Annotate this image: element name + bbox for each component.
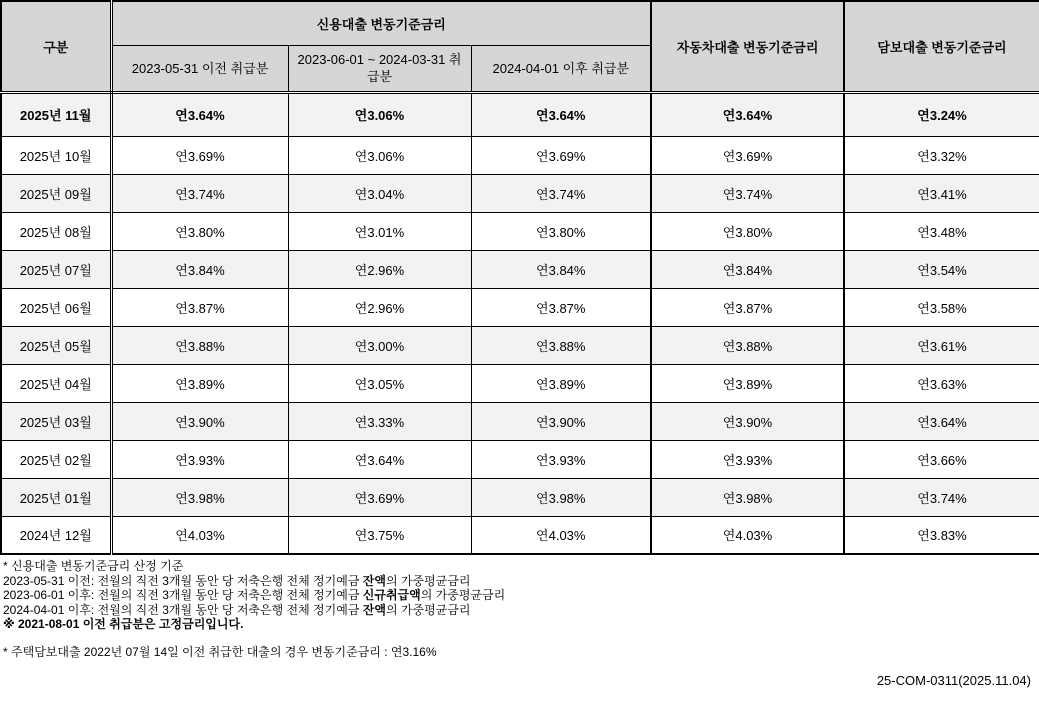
rate-value-cell: 연3.88%	[471, 326, 651, 364]
rate-value-cell: 연3.61%	[844, 326, 1039, 364]
rate-value-cell: 연3.69%	[651, 136, 844, 174]
rate-value-cell: 연3.80%	[651, 212, 844, 250]
footnote-line	[3, 588, 1037, 603]
table-row	[1, 212, 1039, 250]
footnote-text: 2023-06-01 이후: 전월의 직전 3개월 동안 당 저축은행 전체 정기예금	[3, 588, 363, 602]
rate-value-cell: 연3.98%	[651, 478, 844, 516]
rate-value-cell: 연3.64%	[651, 92, 844, 136]
rate-value-cell: 연3.89%	[651, 364, 844, 402]
row-month-label: 2025년 04월	[1, 364, 111, 402]
footnote-text: 의 가중평균금리	[420, 588, 506, 602]
footnote-line	[3, 574, 1037, 589]
rate-value-cell: 연3.89%	[471, 364, 651, 402]
row-month-label: 2025년 05월	[1, 326, 111, 364]
rate-value-cell: 연3.00%	[288, 326, 471, 364]
rate-value-cell: 연3.33%	[288, 402, 471, 440]
rate-value-cell: 연3.69%	[288, 478, 471, 516]
footnote-text: * 신용대출 변동기준금리 산정 기준	[3, 559, 184, 573]
rate-value-cell: 연3.48%	[844, 212, 1039, 250]
table-row	[1, 364, 1039, 402]
rate-value-cell: 연3.04%	[288, 174, 471, 212]
rate-value-cell: 연3.41%	[844, 174, 1039, 212]
footnote-line	[3, 645, 1037, 660]
rate-value-cell: 연3.80%	[111, 212, 288, 250]
rate-value-cell: 연3.93%	[651, 440, 844, 478]
row-month-label: 2025년 11월	[1, 92, 111, 136]
row-month-label: 2025년 07월	[1, 250, 111, 288]
footnote-line	[3, 617, 1037, 632]
rate-value-cell: 연3.98%	[111, 478, 288, 516]
rate-value-cell: 연3.88%	[651, 326, 844, 364]
row-month-label: 2025년 09월	[1, 174, 111, 212]
rate-value-cell: 연3.69%	[471, 136, 651, 174]
col-header-credit-loan: 신용대출 변동기준금리	[111, 1, 651, 45]
row-month-label: 2025년 10월	[1, 136, 111, 174]
rate-value-cell: 연3.84%	[471, 250, 651, 288]
rate-value-cell: 연3.06%	[288, 136, 471, 174]
footnote-text: 2024-04-01 이후: 전월의 직전 3개월 동안 당 저축은행 전체 정기예금	[3, 602, 363, 617]
table-row	[1, 326, 1039, 364]
rate-value-cell: 연3.66%	[844, 440, 1039, 478]
rate-value-cell: 연3.90%	[651, 402, 844, 440]
rate-table-body	[1, 92, 1039, 554]
rate-value-cell: 연3.74%	[844, 478, 1039, 516]
row-month-label: 2024년 12월	[1, 516, 111, 554]
rate-value-cell: 연3.64%	[471, 92, 651, 136]
footnote-line	[3, 603, 1037, 618]
rate-value-cell: 연4.03%	[651, 516, 844, 554]
footnote-text: 의 가중평균금리	[385, 573, 471, 588]
rate-value-cell: 연3.74%	[111, 174, 288, 212]
document-code: 25-COM-0311(2025.11.04)	[876, 673, 1031, 688]
footnote-bold-text: 잔액	[362, 602, 386, 617]
rate-value-cell: 연3.90%	[471, 402, 651, 440]
rate-value-cell: 연3.98%	[471, 478, 651, 516]
rate-value-cell: 연3.24%	[844, 92, 1039, 136]
rate-value-cell: 연3.06%	[288, 92, 471, 136]
table-row	[1, 402, 1039, 440]
row-month-label: 2025년 02월	[1, 440, 111, 478]
rate-value-cell: 연3.87%	[651, 288, 844, 326]
rate-value-cell: 연3.32%	[844, 136, 1039, 174]
footnote-text: 의 가중평균금리	[385, 602, 471, 617]
col-subheader-before-2023-05-31: 2023-05-31 이전 취급분	[111, 45, 288, 92]
rate-value-cell: 연3.64%	[111, 92, 288, 136]
footnote-line	[3, 559, 1037, 574]
row-month-label: 2025년 03월	[1, 402, 111, 440]
row-month-label: 2025년 08월	[1, 212, 111, 250]
rate-value-cell: 연3.84%	[111, 250, 288, 288]
rate-value-cell: 연3.74%	[471, 174, 651, 212]
col-header-secured-loan: 담보대출 변동기준금리	[844, 1, 1039, 92]
table-row	[1, 288, 1039, 326]
rate-value-cell: 연2.96%	[288, 250, 471, 288]
rate-value-cell: 연3.89%	[111, 364, 288, 402]
rate-value-cell: 연3.64%	[844, 402, 1039, 440]
col-subheader-2023-06-01-to-2024-03-31: 2023-06-01 ~ 2024-03-31 취급분	[288, 45, 471, 92]
col-header-auto-loan: 자동차대출 변동기준금리	[651, 1, 844, 92]
rate-value-cell: 연3.63%	[844, 364, 1039, 402]
table-header	[1, 1, 1039, 92]
rate-value-cell: 연3.05%	[288, 364, 471, 402]
rate-value-cell: 연4.03%	[471, 516, 651, 554]
table-row	[1, 440, 1039, 478]
rate-value-cell: 연3.93%	[111, 440, 288, 478]
table-row	[1, 250, 1039, 288]
rate-value-cell: 연3.90%	[111, 402, 288, 440]
rate-value-cell: 연3.69%	[111, 136, 288, 174]
rate-value-cell: 연3.84%	[651, 250, 844, 288]
rate-value-cell: 연2.96%	[288, 288, 471, 326]
rate-value-cell: 연3.01%	[288, 212, 471, 250]
rate-value-cell: 연3.58%	[844, 288, 1039, 326]
header-row-main	[1, 1, 1039, 45]
footnotes	[0, 555, 1039, 659]
rate-value-cell: 연3.75%	[288, 516, 471, 554]
rate-value-cell: 연3.74%	[651, 174, 844, 212]
footnote-bold-text: 잔액	[362, 573, 386, 588]
table-row	[1, 174, 1039, 212]
rate-value-cell: 연4.03%	[111, 516, 288, 554]
table-row	[1, 516, 1039, 554]
row-month-label: 2025년 06월	[1, 288, 111, 326]
table-row	[1, 136, 1039, 174]
col-subheader-after-2024-04-01: 2024-04-01 이후 취급분	[471, 45, 651, 92]
footnote-bold-text: ※ 2021-08-01 이전 취급분은 고정금리입니다.	[3, 617, 244, 631]
row-month-label: 2025년 01월	[1, 478, 111, 516]
rate-value-cell: 연3.87%	[111, 288, 288, 326]
rate-value-cell: 연3.83%	[844, 516, 1039, 554]
col-header-gubun: 구분	[1, 1, 111, 92]
rate-value-cell: 연3.64%	[288, 440, 471, 478]
footnote-text: 2023-05-31 이전: 전월의 직전 3개월 동안 당 저축은행 전체 정기예금	[3, 573, 363, 588]
footnote-text: * 주택담보대출 2022년 07월 14일 이전 취급한 대출의 경우 변동기준금리 : 연3.16%	[3, 644, 437, 659]
rate-value-cell: 연3.80%	[471, 212, 651, 250]
footnote-bold-text: 신규취급액	[362, 588, 421, 602]
table-row	[1, 478, 1039, 516]
rate-value-cell: 연3.88%	[111, 326, 288, 364]
rate-value-cell: 연3.93%	[471, 440, 651, 478]
rate-value-cell: 연3.54%	[844, 250, 1039, 288]
table-row	[1, 92, 1039, 136]
rate-value-cell: 연3.87%	[471, 288, 651, 326]
